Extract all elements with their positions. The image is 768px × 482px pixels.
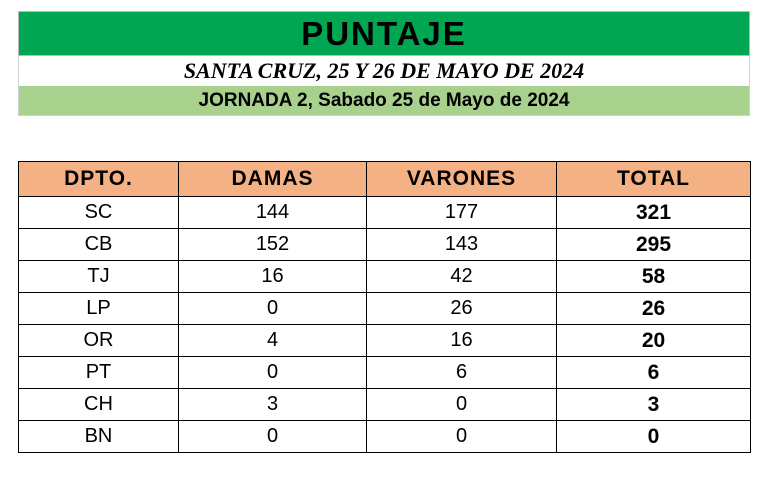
table-row [19,293,751,325]
column-header-varones: VARONES [367,162,557,197]
column-header-dpto: DPTO. [19,162,179,197]
cell-varones: 0 [367,389,557,421]
event-subtitle: SANTA CRUZ, 25 Y 26 DE MAYO DE 2024 [183,58,585,83]
cell-varones: 26 [367,293,557,325]
table-row [19,389,751,421]
cell-damas: 0 [179,421,367,453]
table-row [19,229,751,261]
cell-total: 3 [557,389,751,421]
score-table [18,161,751,453]
cell-damas: 0 [179,357,367,389]
cell-total: 321 [557,197,751,229]
table-row [19,421,751,453]
cell-varones: 177 [367,197,557,229]
cell-varones: 6 [367,357,557,389]
cell-total: 58 [557,261,751,293]
cell-varones: 0 [367,421,557,453]
cell-varones: 42 [367,261,557,293]
document-header [18,11,750,116]
cell-dpto: PT [19,357,179,389]
cell-total: 20 [557,325,751,357]
cell-damas: 3 [179,389,367,421]
cell-damas: 152 [179,229,367,261]
table-header-row [19,162,751,197]
table-row [19,325,751,357]
cell-dpto: TJ [19,261,179,293]
table-row [19,197,751,229]
subtitle-banner [18,56,750,86]
cell-total: 295 [557,229,751,261]
cell-dpto: CH [19,389,179,421]
scoreboard-document [0,11,768,482]
cell-varones: 16 [367,325,557,357]
cell-total: 26 [557,293,751,325]
cell-varones: 143 [367,229,557,261]
cell-damas: 4 [179,325,367,357]
cell-damas: 144 [179,197,367,229]
title-banner [18,11,750,56]
cell-dpto: OR [19,325,179,357]
cell-total: 6 [557,357,751,389]
cell-damas: 0 [179,293,367,325]
score-table-container [18,161,750,453]
table-row [19,261,751,293]
session-banner [18,86,750,116]
page-title: PUNTAJE [301,15,467,52]
table-row [19,357,751,389]
cell-damas: 16 [179,261,367,293]
cell-dpto: CB [19,229,179,261]
cell-dpto: BN [19,421,179,453]
session-label: JORNADA 2, Sabado 25 de Mayo de 2024 [198,90,570,111]
column-header-total: TOTAL [557,162,751,197]
cell-dpto: SC [19,197,179,229]
cell-total: 0 [557,421,751,453]
cell-dpto: LP [19,293,179,325]
column-header-damas: DAMAS [179,162,367,197]
